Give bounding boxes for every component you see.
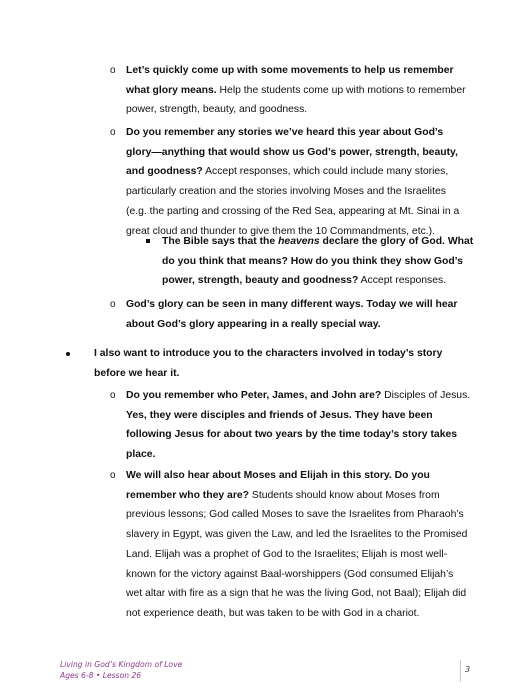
circle-bullet-icon: o: [110, 299, 116, 310]
circle-bullet-icon: o: [110, 390, 116, 401]
footer-title: [60, 660, 182, 681]
list-item: We will also hear about Moses and Elijah in this story. Do you remember who they are? Students should know about Moses from previous lessons; God called Moses to save the Israelites from Pharaoh’s slavery in Egypt, was given the Law, and led the Israelites to the Promised Land. Elijah was a prophet of God to the Israelites; Elijah is most well-known for the victory against Baal-worshippers (God consumed Elijah’s wet altar with fire as a sign that he was the living God, not Baal); Elijah did not experience death, but was taken to be with God in a chariot.: [126, 470, 468, 619]
circle-bullet-icon: o: [110, 470, 116, 481]
list-item: Do you remember any stories we’ve heard this year about God’s glory—anything that would show us God’s power, strength, beauty, and goodness? Accept responses, which could include many stories, particularly creation and the stories involving Moses and the Israelites (e.g. the parting and crossing of the Red Sea, appearing at Mt. Sinai in a great cloud and thunder to give them the 10 Commandments, etc.).: [126, 127, 460, 237]
list-item: The Bible says that the heavens declare the glory of God. What do you think that means? How do you think they show God’s power, strength, beauty and goodness? Accept responses.: [162, 236, 474, 287]
list-item: Do you remember who Peter, James, and John are? Disciples of Jesus. Yes, they were disciples and friends of Jesus. They have been following Jesus for about two years by the time today’s story takes place.: [126, 390, 471, 461]
page-number: 3: [465, 665, 471, 674]
list-item: I also want to introduce you to the characters involved in today’s story before we hear it.: [94, 348, 443, 379]
footer-lesson-info: Ages 6-8 • Lesson 26: [60, 670, 142, 680]
circle-bullet-icon: o: [110, 127, 116, 138]
footer-divider: [460, 660, 461, 682]
circle-bullet-icon: o: [110, 65, 116, 76]
list-item: Let’s quickly come up with some movements to help us remember what glory means. Help the students come up with motions to remember power, strength, beauty, and goodness.: [126, 65, 466, 116]
disc-bullet-icon: [66, 352, 70, 356]
square-bullet-icon: [146, 239, 150, 243]
list-item: God’s glory can be seen in many different ways. Today we will hear about God’s glory appearing in a really special way.: [126, 299, 458, 330]
footer-course-title: Living in God’s Kingdom of Love: [60, 660, 183, 669]
